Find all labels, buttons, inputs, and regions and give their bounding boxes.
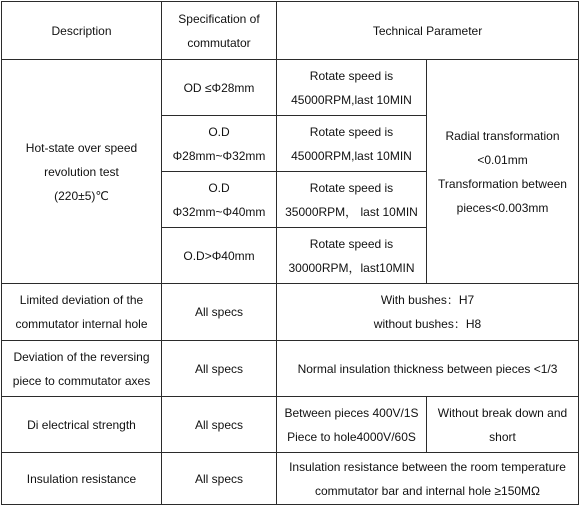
reversing-deviation-description [2,341,162,397]
header-technical-text: Technical Parameter [372,23,483,38]
insulation-param-line2: commutator bar and internal hole ≥150MΩ [315,483,541,498]
specification-table [1,1,579,505]
table-row [2,284,579,341]
dielectric-param-a-line2: Piece to hole4000V/60S [287,429,416,444]
table-row [2,60,579,116]
header-description [2,2,162,60]
hot-state-desc-line2: revolution test [44,164,119,179]
dielectric-param-b-line2: short [489,429,516,444]
header-spec-line2: commutator [187,35,251,50]
hot-state-spec-4 [162,228,277,284]
radial-line4: pieces<0.003mm [456,200,549,215]
hot-state-spec-1-text: OD ≤Φ28mm [183,80,255,95]
hot-state-param-2 [277,116,427,172]
hot-state-desc-line3: (220±5)℃ [54,188,109,203]
radial-line1: Radial transformation [445,128,560,143]
hot-state-spec-2-line2: Φ28mm~Φ32mm [172,148,266,163]
insulation-spec [162,453,277,505]
hot-state-param-1-line1: Rotate speed is [309,68,394,83]
hot-state-param-3-line1: Rotate speed is [309,180,394,195]
limited-deviation-spec [162,284,277,341]
hot-state-param-3 [277,172,427,228]
insulation-spec-text: All specs [194,471,244,486]
limited-deviation-desc-line2: commutator internal hole [15,317,148,331]
insulation-description [2,453,162,505]
header-description-text: Description [51,23,112,38]
hot-state-param-3-line2: 35000RPM， last 10MIN [285,204,418,219]
dielectric-spec-text: All specs [194,417,244,432]
dielectric-spec [162,397,277,453]
hot-state-param-2-line2: 45000RPM,last 10MIN [291,148,412,163]
limited-deviation-param [277,284,579,341]
dielectric-param-result [427,397,579,453]
insulation-desc-text: Insulation resistance [26,471,137,486]
limited-deviation-spec-text: All specs [194,305,244,319]
reversing-deviation-spec-text: All specs [194,361,244,376]
insulation-param-line1: Insulation resistance between the room temperature [289,459,566,474]
hot-state-spec-2 [162,116,277,172]
reversing-deviation-param [277,341,579,397]
reversing-deviation-spec [162,341,277,397]
hot-state-spec-3 [162,172,277,228]
hot-state-desc-line1: Hot-state over speed [25,140,138,155]
dielectric-param-a-line1: Between pieces 400V/1S [284,405,419,420]
hot-state-spec-2-line1: O.D [208,124,230,139]
table-row [2,397,579,453]
hot-state-param-2-line1: Rotate speed is [309,124,394,139]
dielectric-param-b-line1: Without break down and [437,405,568,420]
reversing-deviation-desc-line2: piece to commutator axes [12,373,151,388]
reversing-deviation-desc-line1: Deviation of the reversing [13,349,150,364]
header-specification [162,2,277,60]
table-row [2,453,579,505]
hot-state-spec-3-line2: Φ32mm~Φ40mm [172,204,266,219]
limited-deviation-description [2,284,162,341]
header-spec-line1: Specification of [178,11,260,26]
radial-transformation-cell [427,60,579,284]
hot-state-description [2,60,162,284]
header-technical-parameter [277,2,579,60]
dielectric-desc-text: Di electrical strength [27,417,136,432]
hot-state-param-4-line1: Rotate speed is [309,236,394,251]
dielectric-description [2,397,162,453]
hot-state-param-4 [277,228,427,284]
hot-state-spec-1 [162,60,277,116]
radial-line2: <0.01mm [477,152,528,167]
dielectric-param-voltage [277,397,427,453]
hot-state-param-1 [277,60,427,116]
limited-deviation-param-line2: without bushes：H8 [373,317,482,331]
radial-line3: Transformation between [438,176,567,191]
hot-state-param-4-line2: 30000RPM，last10MIN [288,260,415,275]
header-row [2,2,579,60]
hot-state-param-1-line2: 45000RPM,last 10MIN [291,92,412,107]
hot-state-spec-3-line1: O.D [208,180,230,195]
table-row [2,341,579,397]
limited-deviation-desc-line1: Limited deviation of the [19,293,144,307]
hot-state-spec-4-text: O.D>Φ40mm [183,248,255,263]
insulation-param [277,453,579,505]
reversing-deviation-param-text: Normal insulation thickness between pieces <1/3 [297,361,558,376]
limited-deviation-param-line1: With bushes：H7 [380,293,475,307]
